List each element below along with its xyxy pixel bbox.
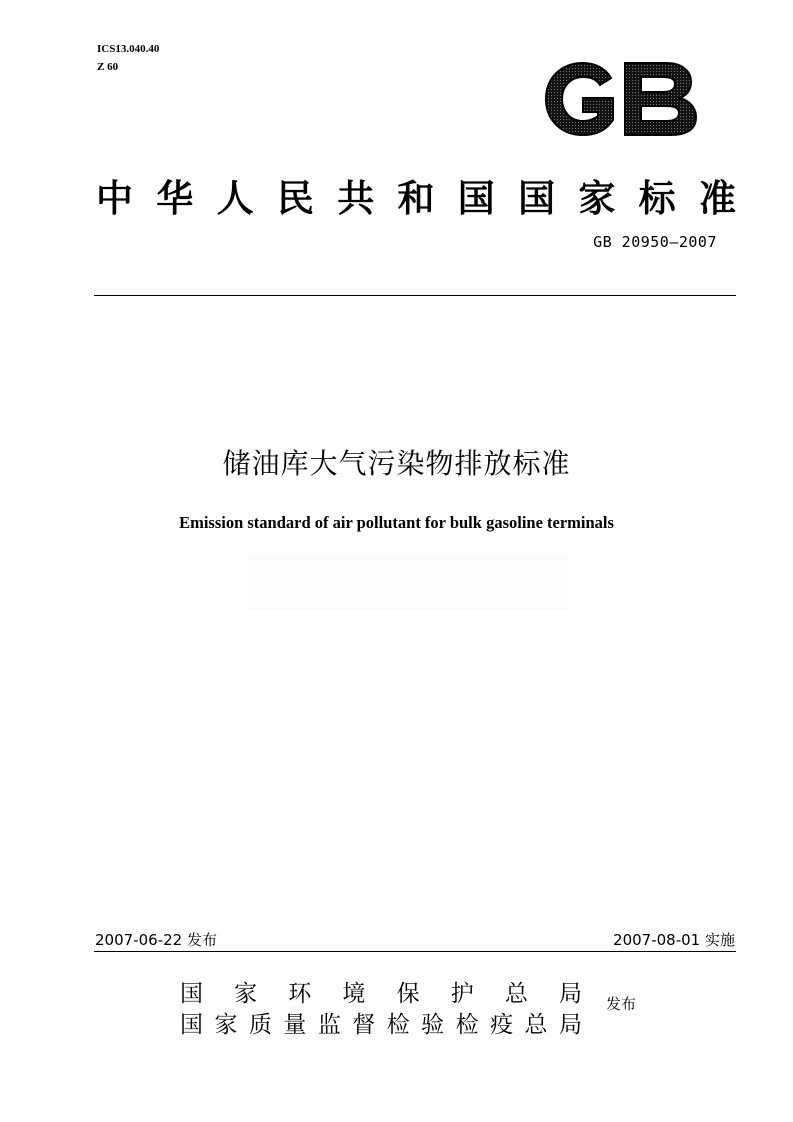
issuer-char: 局 (558, 980, 582, 1007)
issuer-char: 家 (234, 980, 258, 1007)
issuer-char: 国 (180, 1011, 203, 1038)
ics-code: ICS13.040.40 (97, 43, 160, 55)
title-char: 国 (518, 177, 556, 220)
issue-date: 2007-06-22 发布 (95, 931, 217, 949)
title-char: 家 (578, 177, 616, 220)
title-char: 中 (96, 177, 133, 220)
issued-label: 发布 (606, 995, 637, 1013)
title-char: 共 (337, 177, 375, 220)
header-divider (94, 295, 736, 296)
issuer-char: 国 (180, 980, 203, 1007)
issuer-char: 护 (450, 980, 474, 1007)
issuer-char: 质 (248, 1011, 272, 1038)
title-char: 和 (397, 177, 435, 220)
title-char: 标 (638, 177, 676, 220)
issuer-char: 保 (396, 980, 420, 1007)
issuer-char: 检 (455, 1011, 479, 1038)
issuer-char: 监 (317, 1011, 341, 1038)
issuer-char: 疫 (490, 1011, 514, 1038)
issuer-quality-inspection (180, 1006, 582, 1038)
title-char: 人 (216, 177, 254, 220)
national-standard-title (96, 170, 736, 220)
standard-number: GB 20950—2007 (593, 233, 717, 251)
category-code: Z 60 (97, 61, 119, 73)
title-char: 国 (457, 177, 495, 220)
issuer-char: 督 (352, 1011, 376, 1038)
implementation-date: 2007-08-01 实施 (613, 931, 735, 949)
title-char: 民 (276, 177, 314, 220)
standard-title-english: Emission standard of air pollutant for bulk gasoline terminals (179, 513, 614, 532)
classification-codes (97, 42, 159, 78)
gb-logo (541, 58, 701, 140)
issuer-char: 局 (558, 1011, 582, 1038)
faint-scan-area (248, 555, 568, 610)
title-char: 华 (156, 177, 194, 220)
issuer-char: 总 (504, 980, 528, 1007)
issuer-char: 量 (283, 1011, 307, 1038)
issuer-char: 总 (524, 1011, 548, 1038)
footer-divider (94, 951, 736, 952)
issuer-environmental-protection (180, 975, 582, 1007)
standard-title-chinese: 储油库大气污染物排放标准 (222, 447, 571, 480)
issuer-char: 检 (386, 1011, 410, 1038)
issuer-char: 境 (342, 980, 366, 1007)
gb-logo-graphic (541, 58, 701, 140)
issuer-char: 验 (421, 1011, 445, 1038)
issuer-char: 家 (214, 1011, 238, 1038)
title-char: 准 (698, 177, 736, 220)
issuer-char: 环 (288, 980, 312, 1007)
